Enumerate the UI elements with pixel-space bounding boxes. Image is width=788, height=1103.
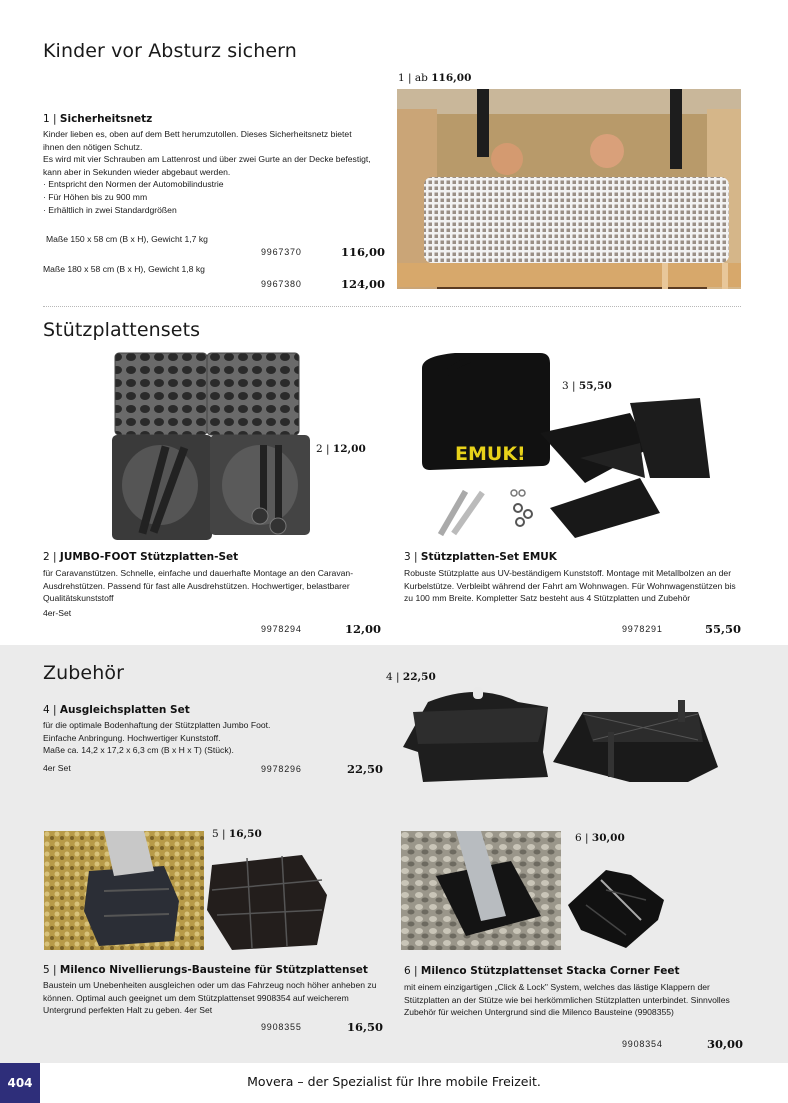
product-image-safety-net (397, 89, 741, 289)
desc-line: Es wird mit vier Schrauben am Lattenrost und über zwei Gurte an der Decke befestigt, kann aber in Sekunden wieder abgebaut werden. (43, 154, 371, 177)
price-5: 16,50 (347, 1020, 384, 1034)
image-price-tag-5 (212, 828, 262, 840)
price-6: 30,00 (707, 1037, 744, 1051)
tag-price: 30,00 (591, 832, 625, 844)
tag-price: 116,00 (431, 72, 472, 84)
page-number: 404 (0, 1063, 40, 1103)
product-title-6: 6 | Milenco Stützplattenset Stacka Corner Feet (404, 965, 680, 977)
sku-9978296: 9978296 (261, 764, 302, 774)
tag-prefix: 5 | (212, 828, 229, 840)
jumbo-foot-illustration (110, 350, 315, 540)
product-number: 5 (43, 964, 50, 976)
product-title-2: 2 | JUMBO-FOOT Stützplatten-Set (43, 551, 239, 563)
section-title-zubehoer: Zubehör (43, 662, 124, 684)
image-price-tag-3 (562, 380, 612, 392)
product-title-4: 4 | Ausgleichsplatten Set (43, 704, 190, 716)
product-image-emuk (410, 348, 740, 548)
variant-label-1a: Maße 150 x 58 cm (B x H), Gewicht 1,7 kg (46, 234, 208, 244)
ausgleichsplatten-illustration (398, 682, 720, 782)
stacka-ground-illustration (401, 831, 561, 950)
sku-9908354: 9908354 (622, 1039, 663, 1049)
footer-tagline: Movera – der Spezialist für Ihre mobile Freizeit. (247, 1074, 541, 1089)
section-divider (43, 306, 741, 307)
tag-price: 22,50 (402, 671, 436, 683)
tag-price: 16,50 (228, 828, 262, 840)
product-image-stacka-ground (401, 831, 561, 950)
product-name: JUMBO-FOOT Stützplatten-Set (59, 551, 239, 563)
product-title-5: 5 | Milenco Nivellierungs-Bausteine für Stützplattenset (43, 964, 368, 976)
bullet-item: · Für Höhen bis zu 900 mm (43, 191, 148, 202)
product-title-1: 1 | Sicherheitsnetz (43, 113, 153, 125)
price-variant-1b: 124,00 (341, 277, 386, 291)
sku-9978294: 9978294 (261, 624, 302, 634)
desc-line: für die optimale Bodenhaftung der Stützplatten Jumbo Foot. (43, 720, 271, 730)
tag-prefix: 6 | (575, 832, 592, 844)
emuk-logo-text: EMUK! (455, 443, 526, 465)
sku-9967380: 9967380 (261, 279, 302, 289)
price-2: 12,00 (345, 622, 382, 636)
variant-label-1b: Maße 180 x 58 cm (B x H), Gewicht 1,8 kg (43, 264, 205, 274)
product-description-6: mit einem einzigartigen „Click & Lock" System, welches das lästige Klappern der Stützplatten an der Stütze wie bei herkömmlichen Stützplatten unterbindet. Sinnvolles Zubehör für weichen Untergrund sind die Milenco Bausteine (9908355) (404, 982, 730, 1018)
sku-9967370: 9967370 (261, 247, 302, 257)
sku-9978291: 9978291 (622, 624, 663, 634)
safety-net-illustration (397, 89, 741, 289)
desc-line: Kinder lieben es, oben auf dem Bett herumzutollen. Dieses Sicherheitsnetz bietet ihnen den nötigen Schutz. (43, 129, 352, 152)
price-variant-1a: 116,00 (341, 245, 386, 259)
product-name: Stützplatten-Set EMUK (420, 551, 557, 563)
tag-prefix: 1 | ab (398, 72, 432, 84)
product-description-3: Robuste Stützplatte aus UV-beständigem Kunststoff. Montage mit Metallbolzen an der Kurbelstütze. Verbleibt während der Fahrt am Wohnwagen. Für Wohnwagenstützen bis zu 100 mm Breite. Kompletter Satz besteht aus 4 Stützplatten und Zubehör (404, 568, 736, 604)
product-description-4 (43, 719, 373, 757)
image-price-tag-2 (316, 443, 366, 455)
milenco-bausteine-ground-illustration (44, 831, 204, 950)
product-image-milenco-bausteine (207, 850, 332, 950)
product-number: 4 (43, 704, 50, 716)
bullet-item: · Erhältlich in zwei Standardgrößen (43, 204, 177, 215)
image-price-tag-1 (398, 72, 471, 84)
bullet-item: · Entspricht den Normen der Automobilindustrie (43, 179, 224, 190)
product-number: 1 (43, 113, 50, 125)
product-number: 2 (43, 551, 50, 563)
product-description-2: für Caravanstützen. Schnelle, einfache und dauerhafte Montage an den Caravan- Ausdrehstützen. Passend für fast alle Ausdrehstützen. Hochwertiger, belastbarer Qualitätskunststoff (43, 568, 354, 604)
price-3: 55,50 (705, 622, 742, 636)
product-image-milenco-bausteine-ground (44, 831, 204, 950)
section-title-kinder: Kinder vor Absturz sichern (43, 40, 297, 62)
product-name: Ausgleichsplatten Set (59, 704, 190, 716)
product-description-5: Baustein um Unebenheiten ausgleichen oder um das Fahrzeug noch höher anheben zu können. Optimal auch geeignet um dem Stützplattenset 9908354 auf weicherem Untergrund perfekten Halt zu geben. 4er Set (43, 980, 377, 1016)
product-image-ausgleichsplatten (398, 682, 720, 782)
product-number: 3 (404, 551, 411, 563)
tag-price: 12,00 (332, 443, 366, 455)
product-image-jumbo-foot (110, 350, 315, 540)
product-title-3: 3 | Stützplatten-Set EMUK (404, 551, 557, 563)
pack-size-2: 4er-Set (43, 608, 72, 618)
image-price-tag-6 (575, 832, 625, 844)
product-name: Sicherheitsnetz (59, 113, 153, 125)
product-number: 6 (404, 965, 411, 977)
pack-size-4: 4er Set (43, 763, 71, 773)
desc-line: Maße ca. 14,2 x 17,2 x 6,3 cm (B x H x T) (Stück). (43, 745, 234, 756)
stacka-illustration (566, 860, 666, 950)
desc-line: Einfache Anbringung. Hochwertiger Kunststoff. (43, 732, 221, 743)
milenco-bausteine-illustration (207, 850, 332, 950)
tag-price: 55,50 (578, 380, 612, 392)
tag-prefix: 2 | (316, 443, 333, 455)
price-4: 22,50 (347, 762, 384, 776)
product-name: Milenco Stützplattenset Stacka Corner Feet (420, 965, 680, 977)
tag-prefix: 3 | (562, 380, 579, 392)
tag-prefix: 4 | (386, 671, 403, 683)
emuk-set-illustration (410, 348, 740, 548)
product-description-1 (43, 128, 373, 216)
product-image-stacka (566, 860, 666, 950)
section-title-stuetzplattensets: Stützplattensets (43, 319, 201, 341)
sku-9908355: 9908355 (261, 1022, 302, 1032)
product-name: Milenco Nivellierungs-Bausteine für Stützplattenset (59, 964, 368, 976)
